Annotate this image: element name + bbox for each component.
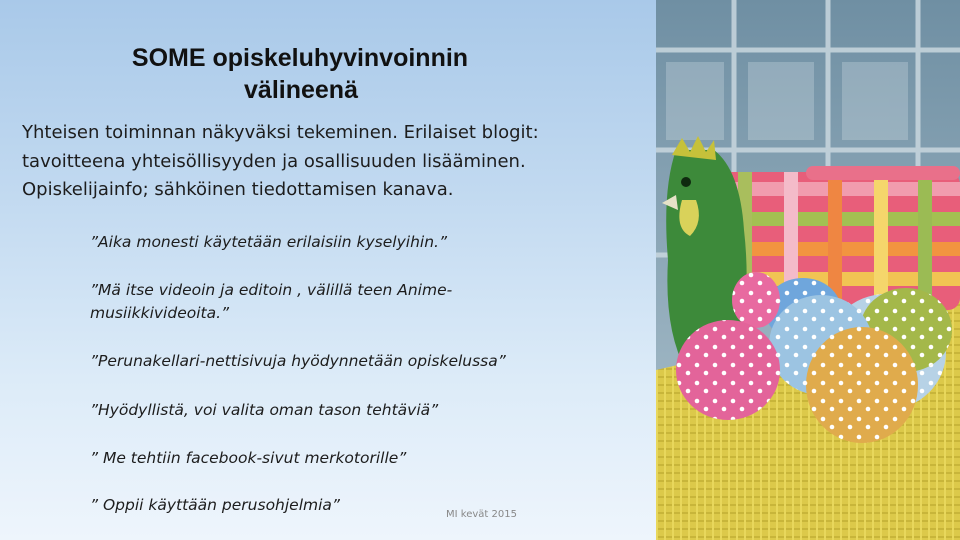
intro-line: Opiskelijainfo; sähköinen tiedottamisen kanava. — [22, 179, 454, 200]
quote-facebook-pages: ” Me tehtiin facebook-sivut merkotorille” — [90, 449, 407, 467]
quote-line: ”Mä itse videoin ja editoin , välillä teen Anime- — [90, 281, 453, 299]
quote-line: musiikkivideoita.” — [90, 304, 230, 322]
title-line-2: välineenä — [244, 76, 358, 104]
slide-title — [20, 42, 580, 106]
quote-perunakellari: ”Perunakellari-nettisivuja hyödynnetään opiskelussa” — [90, 352, 506, 370]
title-line-1: SOME opiskeluhyvinvoinnin — [131, 44, 469, 72]
quote-own-level: ”Hyödyllistä, voi valita oman tason tehtäviä” — [90, 401, 439, 419]
intro-line: Yhteisen toiminnan näkyväksi tekeminen. Erilaiset blogit: — [22, 122, 539, 143]
intro-line: tavoitteena yhteisöllisyyden ja osallisuuden lisääminen. — [22, 150, 526, 172]
footer-text: MI kevät 2015 — [446, 509, 517, 520]
easter-eggs-photo — [656, 0, 960, 540]
quote-surveys: ”Aika monesti käytetään erilaisiin kyselyihin.” — [90, 233, 447, 251]
quote-basic-programs: ” Oppii käyttään perusohjelmia” — [90, 496, 340, 514]
intro-paragraph — [22, 119, 642, 205]
quote-anime-videos — [90, 279, 452, 325]
